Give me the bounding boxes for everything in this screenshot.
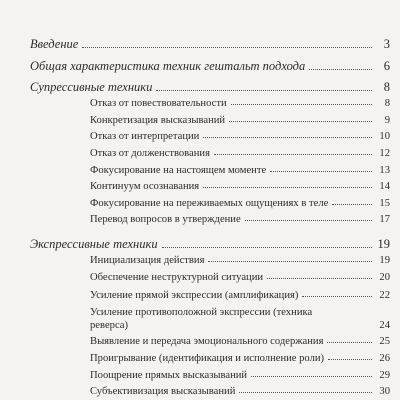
toc-entry-page: 6 bbox=[383, 59, 390, 73]
toc-entry-page: 24 bbox=[379, 320, 390, 331]
toc-entry-title: Отказ от интерпретации bbox=[90, 131, 200, 142]
toc-entry-title: Введение bbox=[30, 37, 79, 51]
toc-entry[interactable] bbox=[90, 290, 390, 301]
toc-entry-title: Проигрывание (идентификация и исполнение роли) bbox=[90, 353, 325, 364]
dot-leader bbox=[245, 220, 372, 221]
toc-entry-page: 9 bbox=[384, 115, 390, 126]
toc-entry-title: Выявление и передача эмоционального содержания bbox=[90, 336, 324, 347]
toc-entry-page: 19 bbox=[377, 237, 390, 251]
toc-entry-title: Перевод вопросов в утверждение bbox=[90, 214, 241, 225]
dot-leader bbox=[82, 47, 372, 48]
toc-entry[interactable] bbox=[90, 198, 390, 209]
toc-entry-page: 25 bbox=[379, 336, 390, 347]
toc-entry[interactable] bbox=[90, 353, 390, 364]
toc-entry-title: Поощрение прямых высказываний bbox=[90, 370, 248, 381]
dot-leader bbox=[302, 296, 372, 297]
toc-entry[interactable] bbox=[90, 370, 390, 381]
toc-entry-title: Обеспечение неструктурной ситуации bbox=[90, 272, 264, 283]
dot-leader bbox=[267, 278, 372, 279]
toc-entry[interactable] bbox=[90, 115, 390, 126]
toc-entry-page: 17 bbox=[379, 214, 390, 225]
toc-entry[interactable] bbox=[90, 148, 390, 159]
toc-entry-title: Фокусирование на переживаемых ощущениях в теле bbox=[90, 198, 329, 209]
toc-entry-title: Усиление прямой экспрессии (амплификация) bbox=[90, 290, 299, 301]
dot-leader bbox=[229, 121, 372, 122]
toc-entry[interactable] bbox=[90, 336, 390, 347]
dot-leader bbox=[231, 104, 372, 105]
dot-leader bbox=[332, 204, 372, 205]
toc-entry-title: Экспрессивные техники bbox=[30, 237, 158, 251]
dot-leader bbox=[203, 187, 372, 188]
toc-entry-page: 8 bbox=[384, 98, 390, 109]
toc-entry-page: 30 bbox=[379, 386, 390, 397]
toc-entry-page: 20 bbox=[379, 272, 390, 283]
dot-leader bbox=[270, 171, 372, 172]
toc-entry[interactable] bbox=[90, 272, 390, 283]
toc-entry-title: Отказ от долженствования bbox=[90, 148, 210, 159]
toc-entry[interactable] bbox=[90, 165, 390, 176]
toc-entry-title: Инициализация действия bbox=[90, 255, 205, 266]
toc-entry[interactable] bbox=[90, 181, 390, 192]
dot-leader bbox=[251, 376, 372, 377]
toc-entry[interactable] bbox=[90, 386, 390, 397]
toc-entry-page: 22 bbox=[379, 290, 390, 301]
toc-entry-title-line1: Усиление противоположной экспрессии (техника bbox=[90, 307, 313, 318]
toc-entry[interactable] bbox=[30, 37, 390, 52]
toc-entry-title: Фокусирование на настоящем моменте bbox=[90, 165, 267, 176]
toc-entry[interactable] bbox=[30, 237, 390, 252]
toc-entry-title: Континуум осознавания bbox=[90, 181, 200, 192]
toc-entry-page: 12 bbox=[379, 148, 390, 159]
toc-entry-page: 14 bbox=[379, 181, 390, 192]
dot-leader bbox=[309, 69, 372, 70]
dot-leader bbox=[214, 154, 372, 155]
toc-entry[interactable] bbox=[90, 131, 390, 142]
toc-entry-title: Отказ от повествовательности bbox=[90, 98, 227, 109]
dot-leader bbox=[208, 261, 372, 262]
toc-entry-page: 19 bbox=[379, 255, 390, 266]
toc-entry-title: Конкретизация высказываний bbox=[90, 115, 226, 126]
dot-leader bbox=[328, 359, 372, 360]
toc-entry-title: Супрессивные техники bbox=[30, 80, 153, 94]
dot-leader bbox=[162, 247, 372, 248]
dot-leader bbox=[203, 137, 372, 138]
toc-entry-page: 13 bbox=[379, 165, 390, 176]
toc-entry[interactable] bbox=[30, 59, 390, 74]
toc-entry[interactable] bbox=[90, 98, 390, 109]
toc-entry-page: 10 bbox=[379, 131, 390, 142]
toc-entry-title: Субъективизация высказываний bbox=[90, 386, 236, 397]
toc-entry-page: 26 bbox=[379, 353, 390, 364]
toc-entry-title-line2: реверса) bbox=[90, 320, 128, 331]
dot-leader bbox=[156, 90, 372, 91]
toc-entry-page: 15 bbox=[379, 198, 390, 209]
toc-entry[interactable] bbox=[30, 80, 390, 95]
toc-entry[interactable] bbox=[90, 214, 390, 225]
dot-leader bbox=[327, 342, 372, 343]
toc-entry-page: 8 bbox=[383, 80, 390, 94]
toc-entry-title: Общая характеристика техник гештальт подхода bbox=[30, 59, 306, 73]
dot-leader bbox=[239, 392, 372, 393]
toc-entry[interactable] bbox=[90, 255, 390, 266]
toc-entry-page: 29 bbox=[379, 370, 390, 381]
toc-entry-page: 3 bbox=[383, 37, 390, 51]
toc-entry[interactable] bbox=[90, 306, 390, 332]
